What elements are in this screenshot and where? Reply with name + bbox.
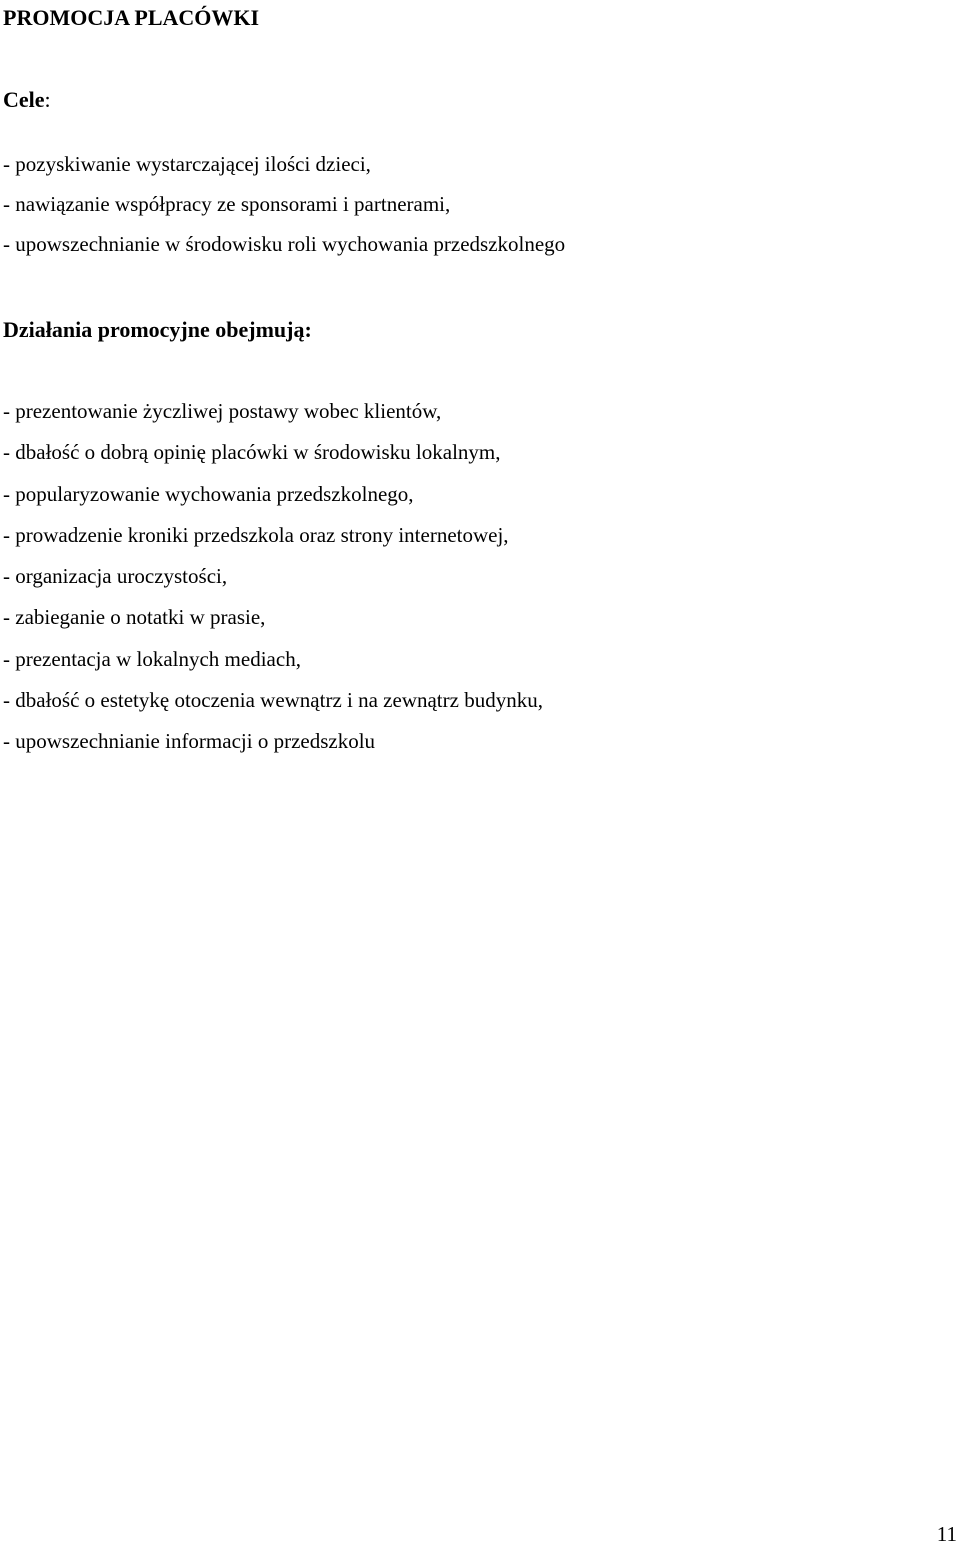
goals-heading <box>3 86 51 114</box>
goals-list-item: - upowszechnianie w środowisku roli wychowania przedszkolnego <box>3 232 566 256</box>
goals-list-item: - nawiązanie współpracy ze sponsorami i partnerami, <box>3 192 451 216</box>
actions-list-item: - zabieganie o notatki w prasie, <box>3 605 266 630</box>
goals-heading-label: Cele <box>3 87 45 112</box>
goals-heading-colon: : <box>44 87 51 112</box>
actions-list-item: - organizacja uroczystości, <box>3 564 228 589</box>
goals-list-item: - pozyskiwanie wystarczającej ilości dzieci, <box>3 152 371 176</box>
actions-heading: Działania promocyjne obejmują: <box>3 317 312 342</box>
actions-list-item: - popularyzowanie wychowania przedszkolnego, <box>3 481 414 506</box>
actions-list <box>3 397 543 769</box>
actions-list-item: - prezentacja w lokalnych mediach, <box>3 646 301 671</box>
actions-list-item: - prowadzenie kroniki przedszkola oraz strony internetowej, <box>3 522 509 547</box>
goals-list <box>3 150 565 270</box>
actions-list-item: - dbałość o estetykę otoczenia wewnątrz i na zewnątrz budynku, <box>3 688 543 713</box>
actions-list-item: - prezentowanie życzliwej postawy wobec klientów, <box>3 399 442 423</box>
actions-list-item: - dbałość o dobrą opinię placówki w środowisku lokalnym, <box>3 440 501 465</box>
page-number: 11 <box>936 1522 957 1546</box>
page-title: PROMOCJA PLACÓWKI <box>3 5 260 30</box>
actions-list-item: - upowszechnianie informacji o przedszkolu <box>3 729 376 754</box>
